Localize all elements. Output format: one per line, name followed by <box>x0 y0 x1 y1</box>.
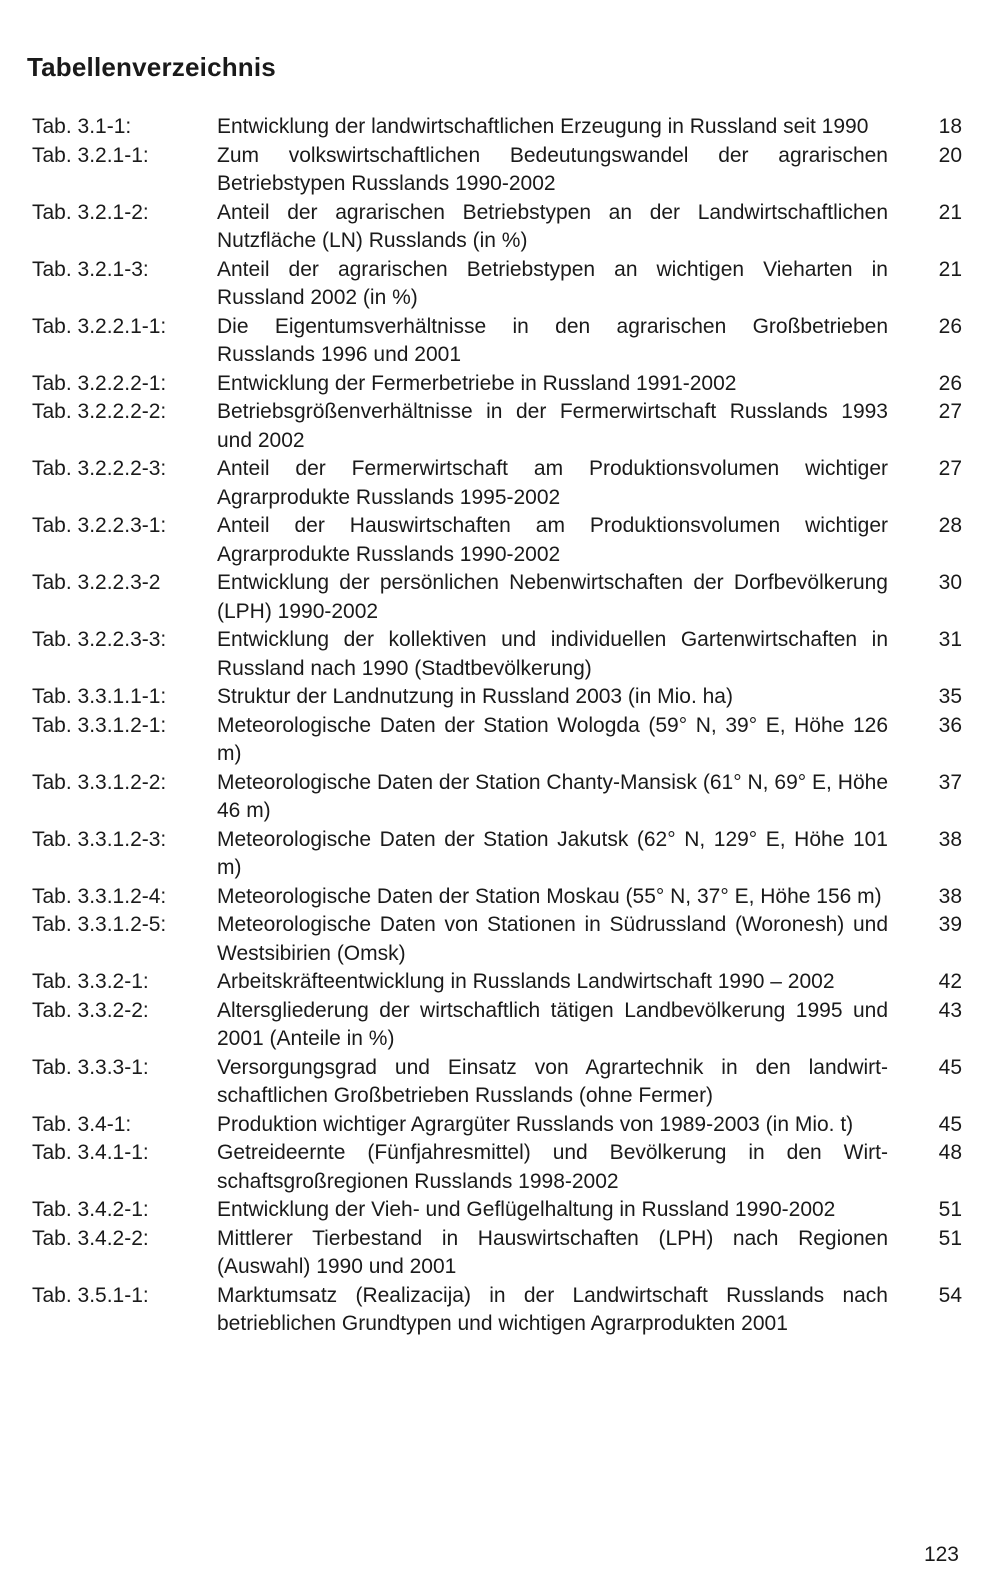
table-number: Tab. 3.2.2.3-2 <box>32 571 161 594</box>
page-ref: 51 <box>938 1226 962 1250</box>
page-ref: 38 <box>938 884 962 908</box>
list-item <box>32 626 962 683</box>
page-ref: 35 <box>938 685 962 708</box>
table-number: Tab. 3.2.1-2: <box>32 200 149 224</box>
page-ref: 45 <box>938 1055 962 1079</box>
table-number: Tab. 3.2.1-1: <box>32 143 149 167</box>
table-title: Anteil der Fermerwirtschaft am Produktionsvolumen wichtiger Agrarprodukte Russlands 1995-2002 <box>217 457 888 509</box>
page-ref: 48 <box>938 1141 962 1164</box>
table-number: Tab. 3.3.1.1-1: <box>32 685 167 708</box>
table-title: Getreideernte (Fünfjahresmittel) und Bevölkerung in den Wirtschaftsgroßregionen Russlands 1998-2002 <box>217 1141 888 1193</box>
page-title: Tabellenverzeichnis <box>27 52 276 82</box>
table-number: Tab. 3.1-1: <box>32 115 132 138</box>
page-ref: 39 <box>938 913 962 936</box>
table-title: Entwicklung der landwirtschaftlichen Erzeugung in Russland seit 1990 <box>217 115 869 138</box>
table-number: Tab. 3.3.2-1: <box>32 970 149 993</box>
table-number: Tab. 3.3.1.2-4: <box>32 884 167 908</box>
table-number: Tab. 3.3.1.2-1: <box>32 713 167 737</box>
page-ref: 42 <box>938 970 962 993</box>
table-title: Entwicklung der Fermerbetriebe in Russland 1991-2002 <box>217 371 737 395</box>
list-item <box>32 113 962 142</box>
page-ref: 26 <box>938 371 962 395</box>
page-ref: 21 <box>938 257 962 281</box>
table-title: Versorgungsgrad und Einsatz von Agrartechnik in den landwirtschaftlichen Großbetrieben Russlands (ohne Fermer) <box>217 1055 888 1107</box>
table-title: Meteorologische Daten der Station Moskau (55° N, 37° E, Höhe 156 m) <box>217 884 882 908</box>
table-title: Anteil der agrarischen Betriebstypen an der Landwirtschaftlichen Nutzfläche (LN) Russlands (in %) <box>217 200 888 252</box>
list-item <box>32 1139 962 1196</box>
table-title: Anteil der Hauswirtschaften am Produktionsvolumen wichtiger Agrarprodukte Russlands 1990-2002 <box>217 514 888 566</box>
list-item <box>32 313 962 370</box>
list-item <box>32 769 962 826</box>
table-number: Tab. 3.2.2.1-1: <box>32 314 167 338</box>
table-title: Meteorologische Daten der Station Chanty-Mansisk (61° N, 69° E, Höhe 46 m) <box>217 770 888 822</box>
table-title: Arbeitskräfteentwicklung in Russlands Landwirtschaft 1990 – 2002 <box>217 970 835 993</box>
page-ref: 54 <box>938 1283 962 1307</box>
list-item <box>32 455 962 512</box>
list-item <box>32 1111 962 1140</box>
list-item <box>32 1225 962 1282</box>
list-item <box>32 1196 962 1225</box>
table-number: Tab. 3.4.2-2: <box>32 1226 149 1250</box>
table-title: Meteorologische Daten der Station Wologda (59° N, 39° E, Höhe 126 m) <box>217 713 888 765</box>
table-number: Tab. 3.5.1-1: <box>32 1283 149 1307</box>
page-ref: 27 <box>938 457 962 480</box>
page-ref: 37 <box>938 770 962 794</box>
table-number: Tab. 3.2.2.3-1: <box>32 514 167 537</box>
table-number: Tab. 3.2.1-3: <box>32 257 149 281</box>
page-ref: 28 <box>938 514 962 537</box>
table-number: Tab. 3.3.1.2-3: <box>32 827 167 851</box>
table-number: Tab. 3.4-1: <box>32 1112 132 1136</box>
page-ref: 18 <box>938 115 962 138</box>
table-title: Entwicklung der Vieh- und Geflügelhaltung in Russland 1990-2002 <box>217 1198 836 1221</box>
table-list <box>32 113 962 1339</box>
table-title: Altersgliederung der wirtschaftlich tätigen Landbevölkerung 1995 und 2001 (Anteile in %) <box>217 998 888 1050</box>
list-item <box>32 826 962 883</box>
table-title: Die Eigentumsverhältnisse in den agrarischen Großbetrieben Russlands 1996 und 2001 <box>217 314 888 366</box>
list-item <box>32 968 962 997</box>
page-ref: 51 <box>938 1198 962 1221</box>
table-number: Tab. 3.3.1.2-2: <box>32 770 167 794</box>
list-item <box>32 512 962 569</box>
table-title: Marktumsatz (Realizacija) in der Landwirtschaft Russlands nach betrieblichen Grundtypen und wichtigen Agrarprodukten 2001 <box>217 1283 888 1335</box>
page-ref: 36 <box>938 713 962 737</box>
page-number: 123 <box>923 1543 959 1566</box>
page-ref: 43 <box>938 998 962 1022</box>
table-title: Struktur der Landnutzung in Russland 2003 (in Mio. ha) <box>217 685 733 708</box>
table-number: Tab. 3.2.2.2-3: <box>32 457 167 480</box>
list-item <box>32 712 962 769</box>
page-ref: 45 <box>938 1112 962 1136</box>
page-ref: 30 <box>938 571 962 594</box>
list-item <box>32 370 962 399</box>
page-ref: 31 <box>938 628 962 651</box>
table-number: Tab. 3.3.1.2-5: <box>32 913 167 936</box>
table-title: Produktion wichtiger Agrargüter Russlands von 1989-2003 (in Mio. t) <box>217 1112 854 1136</box>
list-item <box>32 1054 962 1111</box>
table-title: Meteorologische Daten von Stationen in Südrussland (Woronesh) und Westsibirien (Omsk) <box>217 913 888 965</box>
table-number: Tab. 3.2.2.2-2: <box>32 400 167 423</box>
page-ref: 27 <box>938 400 962 423</box>
table-title: Betriebsgrößenverhältnisse in der Fermerwirtschaft Russlands 1993 und 2002 <box>217 400 888 452</box>
list-item <box>32 142 962 199</box>
list-item <box>32 569 962 626</box>
table-number: Tab. 3.2.2.2-1: <box>32 371 167 395</box>
table-title: Anteil der agrarischen Betriebstypen an wichtigen Vieharten in Russland 2002 (in %) <box>217 257 888 309</box>
list-item <box>32 1282 962 1339</box>
page-ref: 38 <box>938 827 962 851</box>
list-item <box>32 398 962 455</box>
table-title: Entwicklung der persönlichen Nebenwirtschaften der Dorfbevölkerung (LPH) 1990-2002 <box>217 571 888 623</box>
table-number: Tab. 3.4.2-1: <box>32 1198 149 1221</box>
list-item <box>32 997 962 1054</box>
page-ref: 26 <box>938 314 962 338</box>
page-ref: 21 <box>938 200 962 224</box>
list-item <box>32 883 962 912</box>
list-item <box>32 256 962 313</box>
table-number: Tab. 3.3.3-1: <box>32 1055 149 1079</box>
table-number: Tab. 3.3.2-2: <box>32 998 149 1022</box>
list-item <box>32 683 962 712</box>
list-item <box>32 199 962 256</box>
table-number: Tab. 3.2.2.3-3: <box>32 628 167 651</box>
list-item <box>32 911 962 968</box>
table-title: Meteorologische Daten der Station Jakutsk (62° N, 129° E, Höhe 101 m) <box>217 827 888 879</box>
page-ref: 20 <box>938 143 962 167</box>
table-title: Zum volkswirtschaftlichen Bedeutungswandel der agrarischen Betriebstypen Russlands 1990-2002 <box>217 143 888 195</box>
table-title: Mittlerer Tierbestand in Hauswirtschaften (LPH) nach Regionen (Auswahl) 1990 und 2001 <box>217 1226 888 1278</box>
table-number: Tab. 3.4.1-1: <box>32 1141 149 1164</box>
table-title: Entwicklung der kollektiven und individuellen Gartenwirtschaften in Russland nach 1990 (Stadtbevölkerung) <box>217 628 888 680</box>
